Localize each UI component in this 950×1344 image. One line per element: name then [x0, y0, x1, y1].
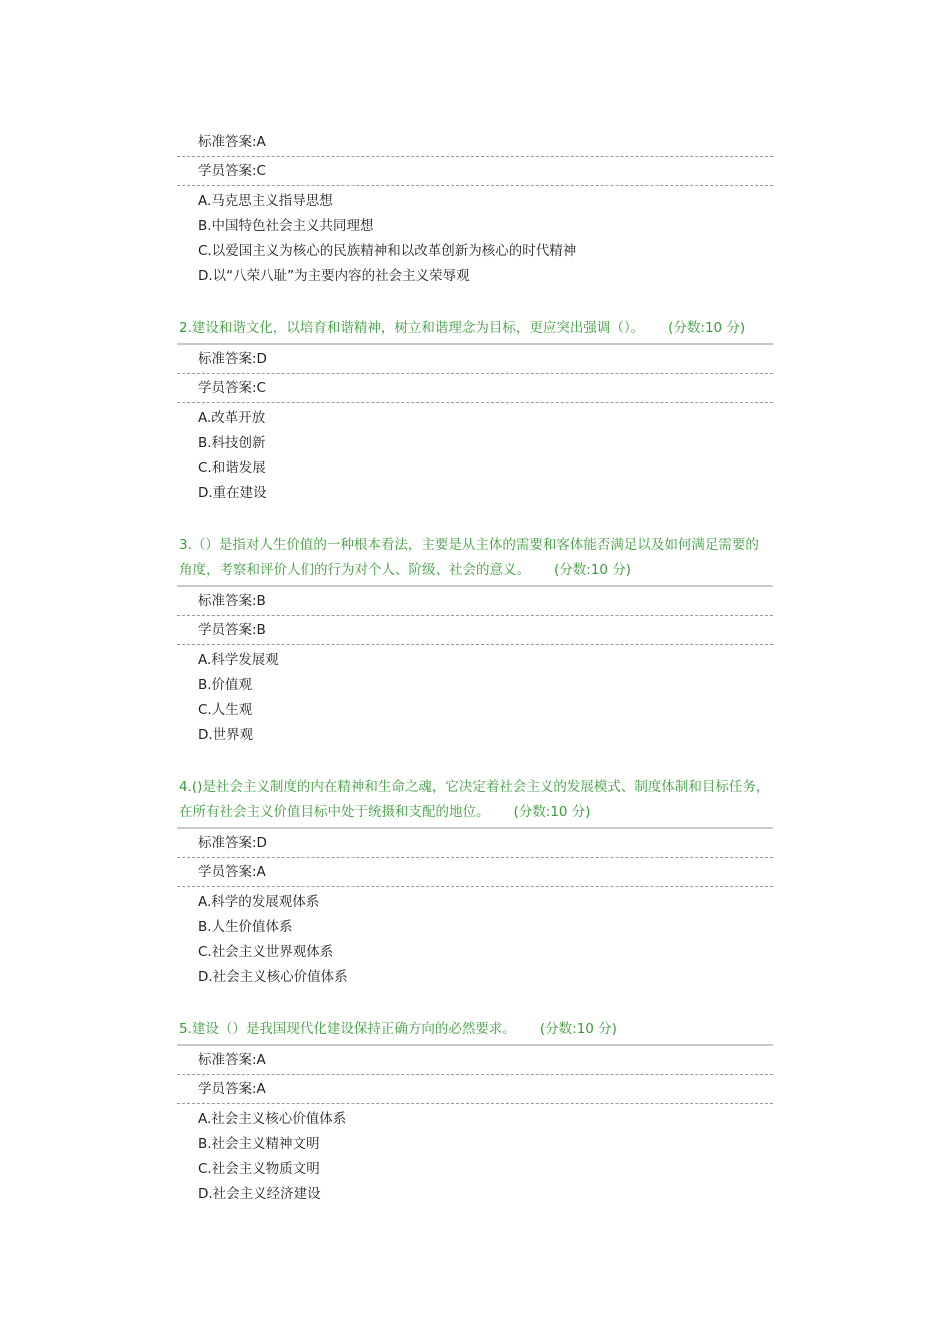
question-text: 4.()是社会主义制度的内在精神和生命之魂，它决定着社会主义的发展模式、制度体制和目标任务，在所有社会主义价值目标中处于统摄和支配的地位。	[179, 779, 770, 820]
student-answer: 学员答案:A	[198, 1081, 266, 1097]
option-c: C.以爱国主义为核心的民族精神和以改革创新为核心的时代精神	[198, 243, 577, 259]
student-answer: 学员答案:B	[198, 622, 266, 638]
question-score: (分数:10 分)	[539, 1021, 617, 1037]
option-a: A.科学的发展观体系	[198, 894, 320, 910]
option-b: B.社会主义精神文明	[198, 1136, 320, 1152]
question-score: (分数:10 分)	[554, 562, 632, 578]
option-a: A.科学发展观	[198, 652, 279, 668]
question-block-5	[177, 1017, 773, 1207]
question-block-2	[177, 316, 773, 506]
option-b: B.科技创新	[198, 435, 266, 451]
question-title	[177, 533, 773, 583]
question-score: (分数:10 分)	[668, 320, 746, 336]
standard-answer: 标准答案:A	[198, 1052, 266, 1068]
student-answer: 学员答案:C	[198, 380, 266, 396]
standard-answer: 标准答案:A	[198, 134, 266, 150]
option-a: A.马克思主义指导思想	[198, 193, 333, 209]
option-a: A.改革开放	[198, 410, 266, 426]
options-list	[177, 186, 773, 289]
option-c: C.和谐发展	[198, 460, 266, 476]
option-c: C.社会主义物质文明	[198, 1161, 320, 1177]
question-block-3	[177, 533, 773, 748]
standard-answer: 标准答案:D	[198, 835, 267, 851]
option-d: D.以“八荣八耻”为主要内容的社会主义荣辱观	[198, 268, 470, 284]
option-c: C.社会主义世界观体系	[198, 944, 334, 960]
options-list	[177, 1104, 773, 1207]
question-text: 5.建设（）是我国现代化建设保持正确方向的必然要求。	[179, 1021, 516, 1037]
question-block-4	[177, 775, 773, 990]
student-answer: 学员答案:A	[198, 864, 266, 880]
option-c: C.人生观	[198, 702, 253, 718]
student-answer: 学员答案:C	[198, 163, 266, 179]
question-score: (分数:10 分)	[513, 804, 591, 820]
option-b: B.中国特色社会主义共同理想	[198, 218, 374, 234]
options-list	[177, 887, 773, 990]
option-d: D.社会主义经济建设	[198, 1186, 321, 1202]
question-title	[177, 775, 773, 825]
option-d: D.社会主义核心价值体系	[198, 969, 348, 985]
option-d: D.世界观	[198, 727, 254, 743]
question-text: 3.（）是指对人生价值的一种根本看法，主要是从主体的需要和客体能否满足以及如何满足需要的角度，考察和评价人们的行为对个人、阶级、社会的意义。	[179, 537, 759, 578]
question-text: 2.建设和谐文化，以培育和谐精神，树立和谐理念为目标，更应突出强调（）。	[179, 320, 645, 336]
standard-answer: 标准答案:B	[198, 593, 266, 609]
option-d: D.重在建设	[198, 485, 267, 501]
question-title	[177, 316, 773, 341]
options-list	[177, 403, 773, 506]
option-b: B.人生价值体系	[198, 919, 293, 935]
question-block-1	[177, 128, 773, 289]
option-a: A.社会主义核心价值体系	[198, 1111, 347, 1127]
standard-answer: 标准答案:D	[198, 351, 267, 367]
options-list	[177, 645, 773, 748]
answer-sheet	[177, 128, 773, 1207]
option-b: B.价值观	[198, 677, 253, 693]
question-title	[177, 1017, 773, 1042]
